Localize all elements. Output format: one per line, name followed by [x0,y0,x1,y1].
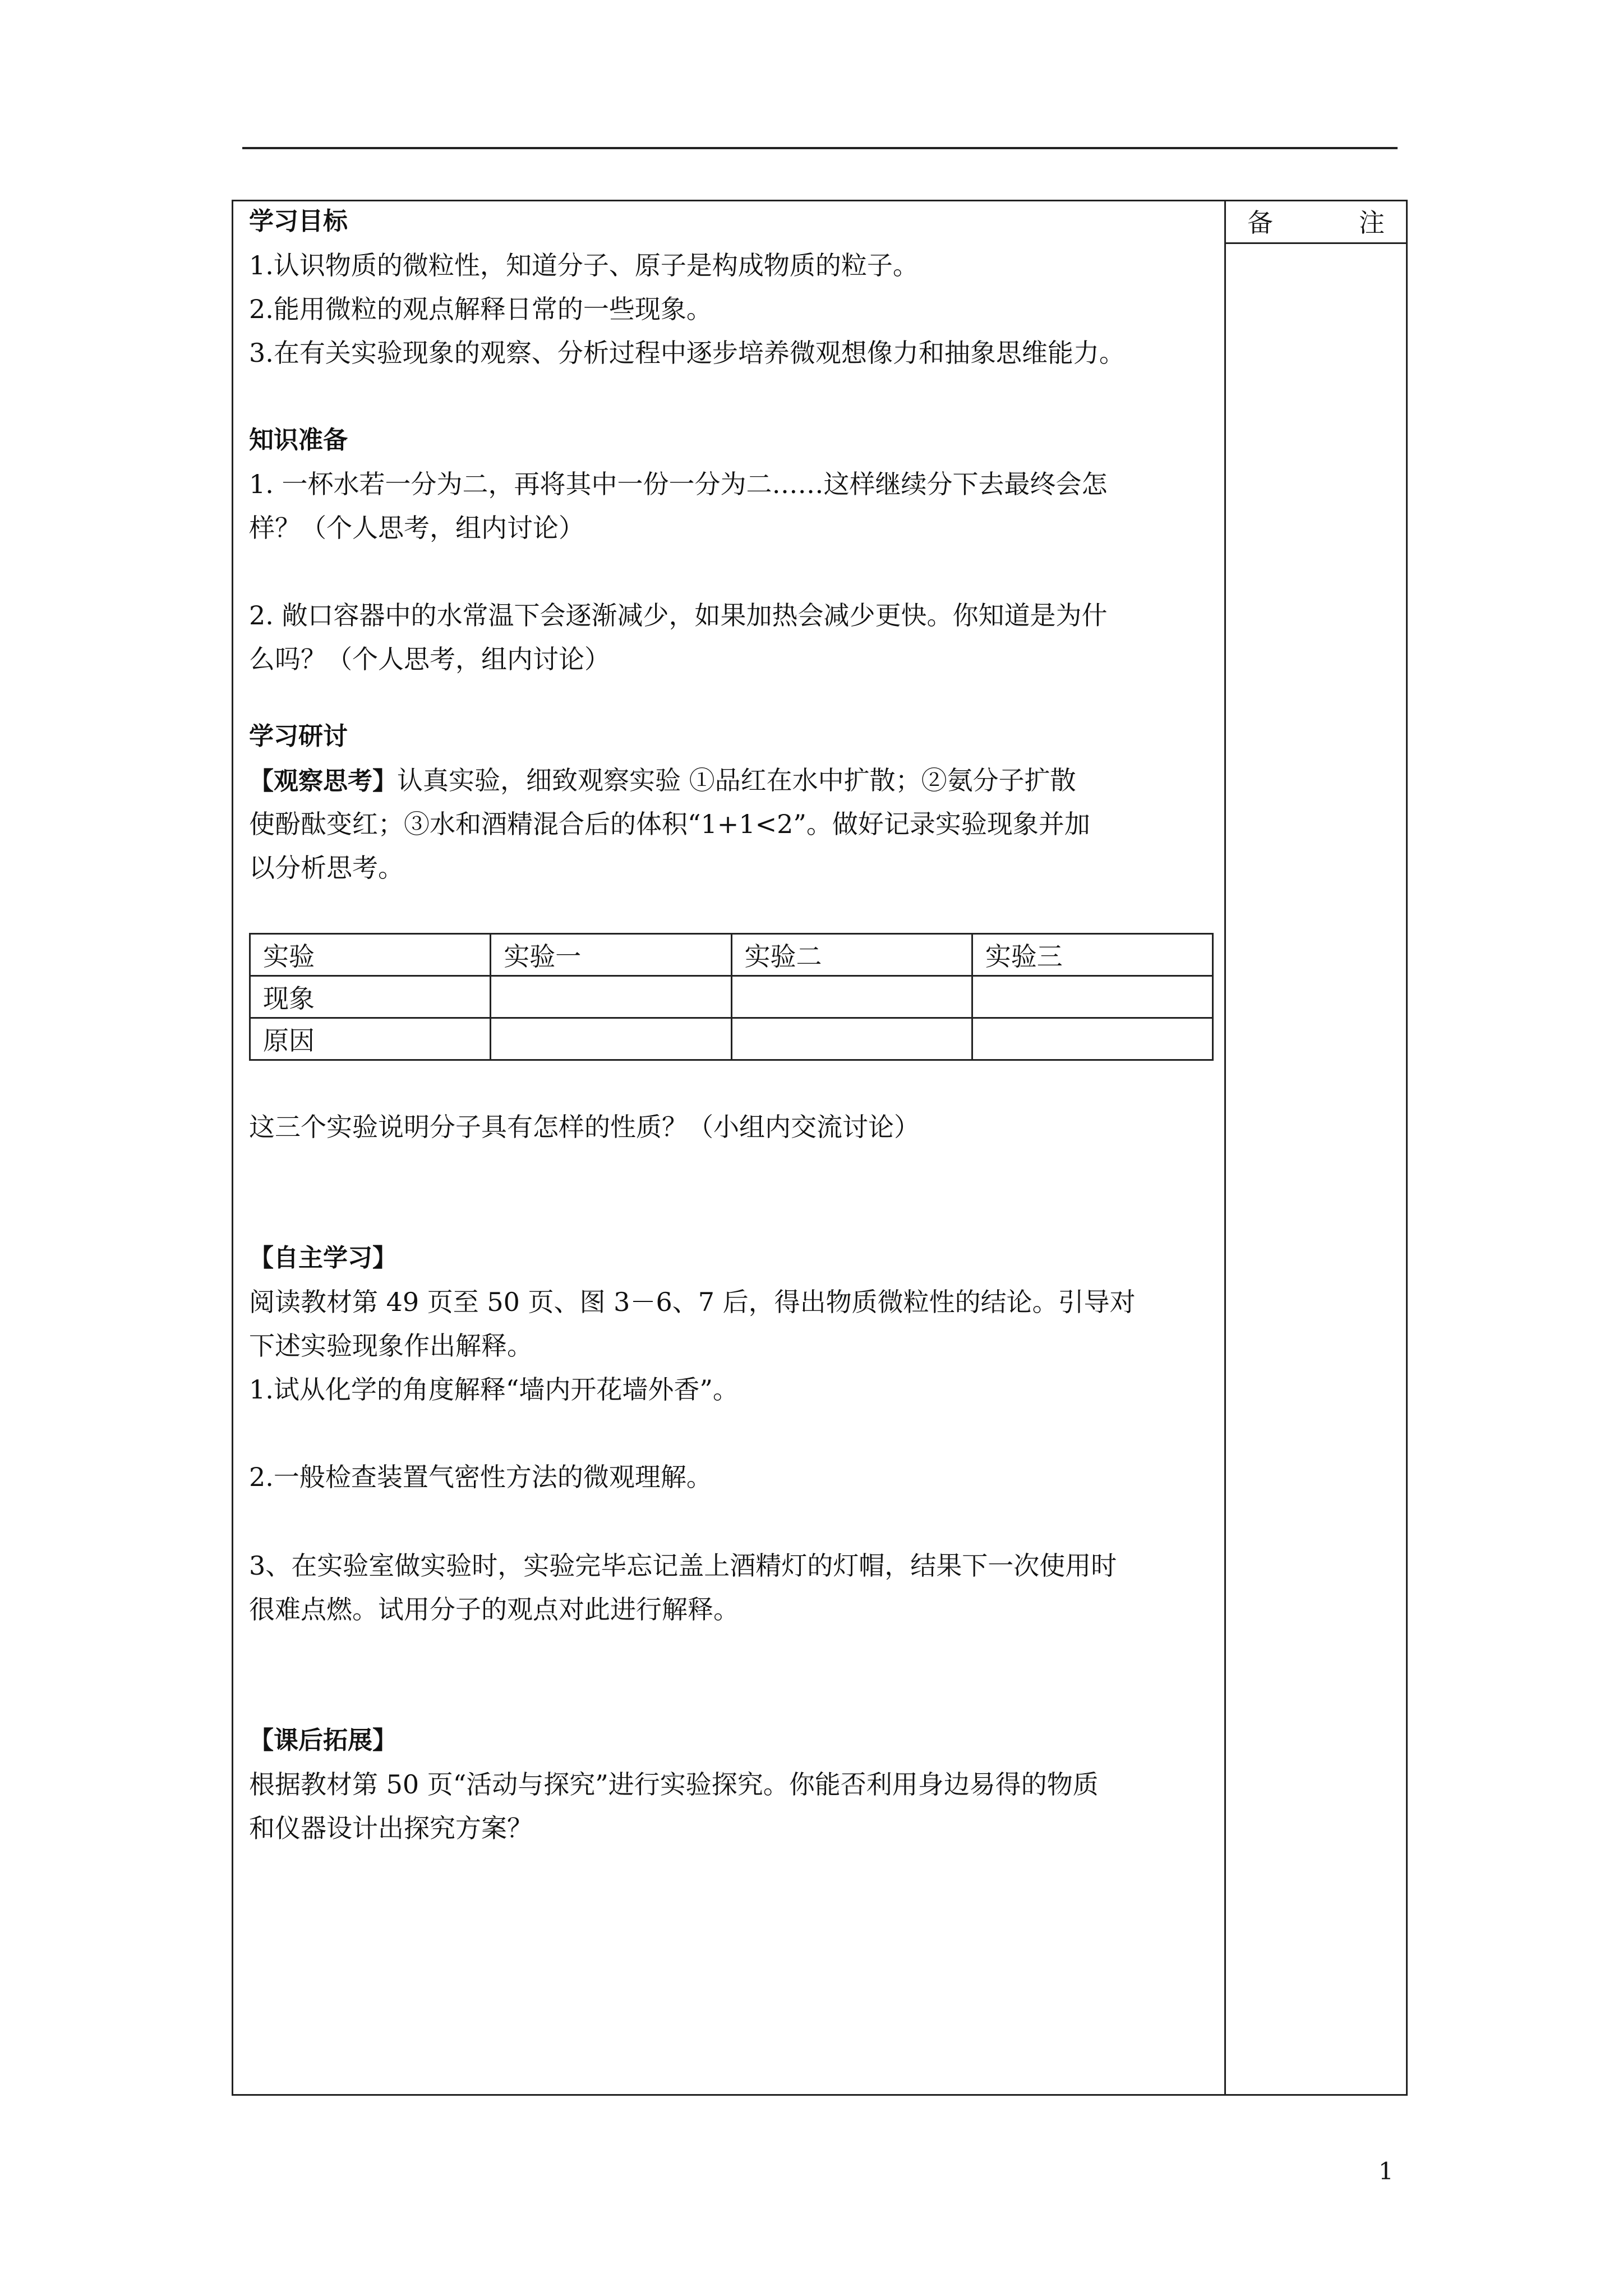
observe-label: 【观察思考】 [249,767,397,795]
prep-q1-line2: 样？（个人思考，组内讨论） [249,513,584,543]
table-cell [972,1018,1212,1060]
study-title: 学习研讨 [249,722,348,751]
notes-header-char-1: 备 [1247,208,1273,238]
prep-q2-line1: 2. 敞口容器中的水常温下会逐渐减少，如果加热会减少更快。你知道是为什 [249,600,1108,631]
main-column [233,201,1226,2094]
notes-header [1226,201,1406,244]
observe-line3: 以分析思考。 [249,853,404,883]
worksheet-table [232,200,1408,2096]
notes-column [1226,201,1406,2094]
table-cell: 现象 [250,976,491,1018]
table-cell [491,976,731,1018]
goal-3: 3.在有关实验现象的观察、分析过程中逐步培养微观想像力和抽象思维能力。 [249,338,1125,368]
table-header-cell: 实验二 [731,934,972,976]
extension-line1: 根据教材第 50 页“活动与探究”进行实验探究。你能否利用身边易得的物质 [249,1769,1099,1800]
extension-line2: 和仪器设计出探究方案？ [249,1813,533,1843]
self-study-q3-line2: 很难点燃。试用分子的观点对此进行解释。 [249,1594,739,1625]
observe-text-1: 认真实验，细致观察实验 ①品红在水中扩散；②氨分子扩散 [397,765,1076,795]
notes-header-char-2: 注 [1359,208,1385,238]
table-cell: 原因 [250,1018,491,1060]
goal-1: 1.认识物质的微粒性，知道分子、原子是构成物质的粒子。 [249,250,919,280]
self-study-q3-line1: 3、在实验室做实验时，实验完毕忘记盖上酒精灯的灯帽，结果下一次使用时 [249,1550,1117,1581]
header-rule [242,147,1398,149]
goals-title: 学习目标 [249,207,348,236]
study-question: 这三个实验说明分子具有怎样的性质？（小组内交流讨论） [249,1112,920,1142]
table-row [250,976,1213,1018]
observe-line1 [249,762,1076,799]
prep-title: 知识准备 [249,426,348,454]
table-header-cell: 实验三 [972,934,1212,976]
prep-q2-line2: 么吗？（个人思考，组内讨论） [249,644,610,674]
table-header-cell: 实验一 [491,934,731,976]
page-number: 1 [1378,2157,1394,2185]
table-row [250,1018,1213,1060]
self-study-title: 【自主学习】 [249,1244,397,1272]
table-cell [731,976,972,1018]
self-study-line2: 下述实验现象作出解释。 [249,1331,533,1361]
experiment-table [249,933,1214,1061]
extension-title: 【课后拓展】 [249,1726,397,1755]
self-study-q2: 2.一般检查装置气密性方法的微观理解。 [249,1462,712,1492]
table-header-cell: 实验 [250,934,491,976]
table-header-row [250,934,1213,976]
self-study-q1: 1.试从化学的角度解释“墙内开花墙外香”。 [249,1374,739,1405]
table-cell [731,1018,972,1060]
observe-line2: 使酚酞变红；③水和酒精混合后的体积“1+1<2”。做好记录实验现象并加 [249,809,1090,839]
goal-2: 2.能用微粒的观点解释日常的一些现象。 [249,294,712,324]
prep-q1-line1: 1. 一杯水若一分为二，再将其中一份一分为二……这样继续分下去最终会怎 [249,469,1108,499]
table-cell [491,1018,731,1060]
table-cell [972,976,1212,1018]
self-study-line1: 阅读教材第 49 页至 50 页、图 3－6、7 后，得出物质微粒性的结论。引导对 [249,1287,1136,1317]
